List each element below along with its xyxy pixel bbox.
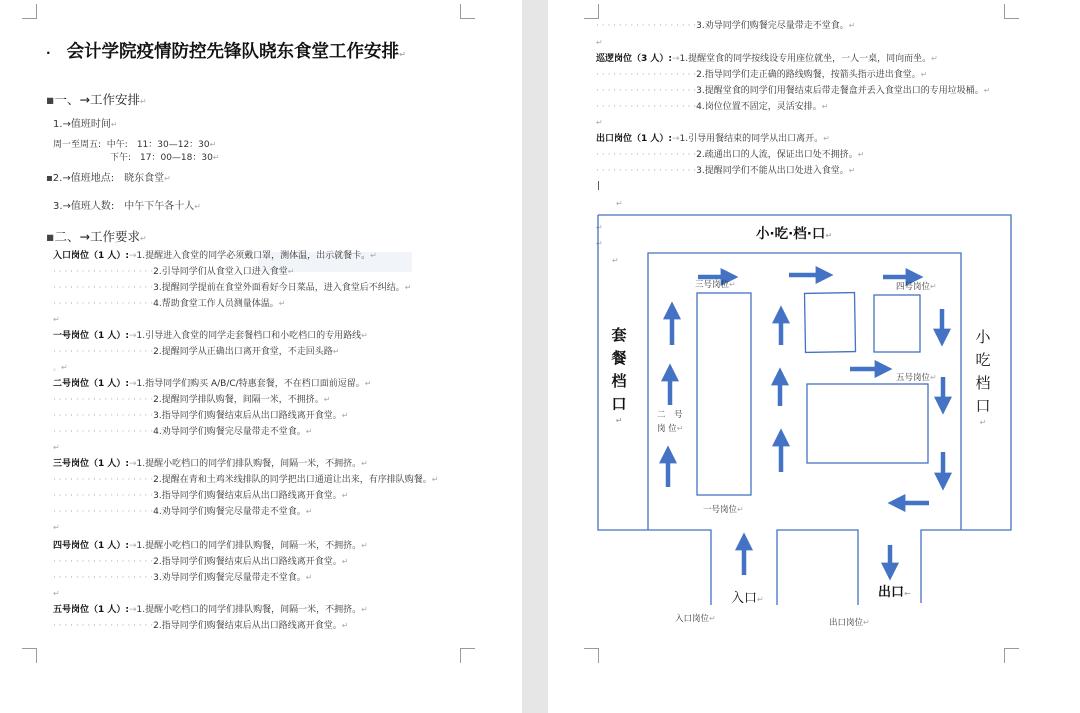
paragraph-mark: ↵	[612, 256, 619, 265]
paragraph-mark: ↵	[616, 199, 623, 208]
duty-time-afternoon[interactable]: 下午: 17：00—18：30↵	[110, 153, 220, 163]
patrol-post-line[interactable]: · · · · · · · · · · · · · · · · · ·3.提醒堂食的同学们用餐结束后带走餐盒并丢入食堂出口的专用垃圾桶。↵	[596, 86, 991, 96]
exit-post-line[interactable]: · · · · · · · · · · · · · · · · · ·2.疏通出口的人流，保证出口处不拥挤。↵	[596, 150, 865, 160]
post4-line[interactable]: 四号岗位（1 人）:→1.提醒小吃档口的同学们排队购餐，间隔一米，不拥挤。↵	[53, 541, 368, 551]
exit-post-label[interactable]: 出口岗位↵	[829, 618, 870, 628]
paragraph-mark: ↵	[596, 239, 603, 248]
table	[697, 293, 751, 495]
post4-line[interactable]: · · · · · · · · · · · · · · · · · ·2.指导同学们购餐结束后从出口路线离开食堂。↵	[53, 557, 349, 567]
post3-line[interactable]: · · · · · · · · · · · · · · · · · ·2.提醒在青和土鸡米线排队的同学把出口通道让出来，有序排队购餐。↵	[53, 475, 439, 485]
post3-line[interactable]: · · · · · · · · · · · · · · · · · ·3.指导同学们购餐结束后从出口路线离开食堂。↵	[53, 491, 349, 501]
duty-location[interactable]: ▪2.→值班地点: 晓东食堂↵	[46, 173, 171, 184]
exit-label[interactable]: 出口←	[878, 585, 911, 600]
snack-stall-top-label[interactable]: 小·吃·档·口↵	[756, 226, 833, 242]
exit-post-line[interactable]: · · · · · · · · · · · · · · · · · ·3.提醒同学们不能从出口处进入食堂。↵	[596, 166, 856, 176]
exit-post-line[interactable]: 出口岗位（1 人）:→1.引导用餐结束的同学从出口离开。↵	[596, 134, 830, 144]
section-heading-2[interactable]: ▪二、→工作要求↵	[46, 229, 147, 244]
crop-mark	[460, 4, 475, 19]
paragraph-mark: ↵	[53, 589, 60, 598]
entrance-post-line[interactable]: · · · · · · · · · · · · · · · · · ·3.提醒同学提前在食堂外面看好今日菜品，进入食堂后不纠结。↵	[53, 283, 412, 293]
paragraph-mark: ↵	[53, 523, 60, 532]
post3-line[interactable]: 三号岗位（1 人）:→1.提醒小吃档口的同学们排队购餐，间隔一米，不拥挤。↵	[53, 459, 368, 469]
post5-line[interactable]: 五号岗位（1 人）:→1.提醒小吃档口的同学们排队购餐，间隔一米，不拥挤。↵	[53, 605, 368, 615]
paragraph-mark: ↵	[596, 38, 603, 47]
table	[804, 293, 855, 353]
post1-line[interactable]: 一号岗位（1 人）:→1.引导进入食堂的同学走套餐档口和小吃档口的专用路线↵	[53, 331, 368, 341]
entrance-label[interactable]: 入口↵	[731, 591, 764, 606]
duty-time-weekday[interactable]: 周一至周五: 中午: 11：30—12：30↵	[53, 140, 217, 150]
post2-line[interactable]: · · · · · · · · · · · · · · · · · ·3.指导同学们购餐结束后从出口路线离开食堂。↵	[53, 411, 349, 421]
patrol-post-line[interactable]: · · · · · · · · · · · · · · · · · ·4.岗位位置不固定，灵活安排。↵	[596, 102, 829, 112]
post3-line[interactable]: · · · · · · · · · · · · · · · · · ·4.劝导同学们购餐完尽量带走不堂食。↵	[53, 507, 313, 517]
table	[874, 295, 920, 352]
post4-line[interactable]: · · · · · · · · · · · · · · · · · ·3.劝导同学们购餐完尽量带走不堂食。↵	[53, 573, 313, 583]
document-title[interactable]: · 会计学院疫情防控先锋队晓东食堂工作安排↵	[46, 42, 406, 62]
paragraph-mark: ↵	[596, 223, 603, 232]
post5-line[interactable]: · · · · · · · · · · · · · · · · · ·2.指导同学们购餐结束后从出口路线离开食堂。↵	[53, 621, 349, 631]
snack-stall-right-label[interactable]: 小 吃 档 口 ↵	[975, 328, 991, 427]
post2-label[interactable]: 岗 位↵	[657, 424, 684, 434]
duty-headcount[interactable]: 3.→值班人数: 中午下午各十人↵	[53, 201, 201, 212]
table	[807, 384, 928, 463]
document-page-1	[0, 0, 522, 713]
entrance-post-line[interactable]: · · · · · · · · · · · · · · · · · ·4.帮助食堂工作人员测量体温。↵	[53, 299, 286, 309]
crop-mark	[460, 648, 475, 663]
section-heading-1[interactable]: ▪一、→工作安排↵	[46, 92, 147, 107]
post2-line[interactable]: · · · · · · · · · · · · · · · · · ·2.提醒同学排队购餐，间隔一米，不拥挤。↵	[53, 395, 331, 405]
post1-label[interactable]: 一号岗位↵	[703, 505, 744, 515]
entrance-post-label[interactable]: 入口岗位↵	[675, 614, 716, 624]
post3-label[interactable]: 三号岗位↵	[695, 280, 736, 290]
paragraph-mark: ↵	[53, 443, 60, 452]
entrance-post-line[interactable]: 入口岗位（1 人）:→1.提醒进入食堂的同学必须戴口罩，测体温，出示就餐卡。↵	[53, 251, 377, 261]
paragraph-mark: ↵	[53, 315, 60, 324]
patrol-post-line[interactable]: 巡逻岗位（3 人）:→1.提醒堂食的同学按线设专用座位就坐，一人一桌，同向而坐。↵	[596, 54, 938, 64]
duty-time-label[interactable]: 1.→值班时间↵	[53, 119, 118, 130]
post5-continued-line[interactable]: · · · · · · · · · · · · · · · · · ·3.劝导同学们购餐完尽量带走不堂食。↵	[596, 21, 856, 31]
entrance-post-line[interactable]: · · · · · · · · · · · · · · · · · ·2.引导同学们从食堂入口进入食堂↵	[53, 267, 295, 277]
corridor-wall	[777, 530, 858, 605]
set-meal-stall-label[interactable]: 套 餐 档 口 ↵	[611, 326, 627, 425]
post2-label[interactable]: 二 号	[657, 410, 683, 420]
post5-label[interactable]: 五号岗位↵	[896, 373, 937, 383]
post1-line[interactable]: · · · · · · · · · · · · · · · · · ·2.提醒同学从正确出口离开食堂，不走回头路↵	[53, 347, 340, 357]
post2-line[interactable]: 二号岗位（1 人）:→1.指导同学们购买 A/B/C/特惠套餐，不在档口面前逗留。↵	[53, 379, 372, 389]
crop-mark	[22, 4, 37, 19]
text-cursor: |	[597, 181, 601, 191]
paragraph-mark: 。↵	[53, 363, 68, 372]
patrol-post-line[interactable]: · · · · · · · · · · · · · · · · · ·2.指导同学们走正确的路线购餐，按箭头指示进出食堂。↵	[596, 70, 928, 80]
document-page-2	[548, 0, 1080, 713]
post2-line[interactable]: · · · · · · · · · · · · · · · · · ·4.劝导同学们购餐完尽量带走不堂食。↵	[53, 427, 313, 437]
post4-label[interactable]: 四号岗位↵	[896, 282, 937, 292]
paragraph-mark: ↵	[596, 118, 603, 127]
crop-mark	[22, 648, 37, 663]
